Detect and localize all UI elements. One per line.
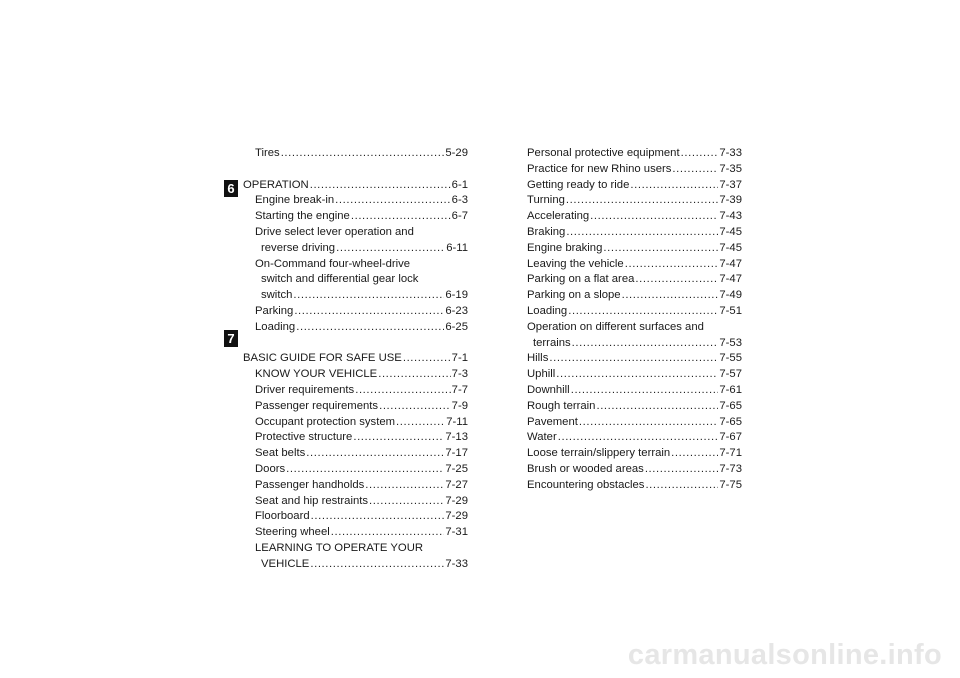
toc-entry-passenger-requirements[interactable] <box>243 399 468 415</box>
toc-entry-title: Driver requirements <box>255 383 355 396</box>
dot-leader <box>556 367 718 383</box>
toc-entry-page: 7-65 <box>719 415 742 428</box>
toc-entry-title: Uphill <box>527 368 556 381</box>
section-tab-7: 7 <box>224 330 238 347</box>
dot-leader <box>681 146 719 162</box>
toc-entry-title: Occupant protection system <box>255 415 396 428</box>
toc-entry-page: 6-11 <box>446 241 468 254</box>
toc-entry-page: 7-37 <box>719 178 742 191</box>
toc-entry-parking-slope[interactable] <box>527 288 742 304</box>
toc-entry-title: Starting the engine <box>255 210 350 223</box>
dot-leader <box>645 478 718 494</box>
dot-leader <box>335 193 451 209</box>
toc-entry-title: Hills <box>527 352 549 365</box>
section-tab-6: 6 <box>224 180 238 197</box>
toc-entry-title: Rough terrain <box>527 399 596 412</box>
toc-entry-title: Loose terrain/slippery terrain <box>527 447 671 460</box>
toc-entry-hills[interactable] <box>527 351 742 367</box>
dot-leader <box>296 320 444 336</box>
toc-entry-page: 7-9 <box>451 399 468 412</box>
toc-entry-page: 7-3 <box>451 368 468 381</box>
toc-entry-page: 7-51 <box>719 304 742 317</box>
toc-entry-title: Brush or wooded areas <box>527 462 644 475</box>
toc-entry-page: 7-13 <box>445 431 468 444</box>
toc-entry-title: switch <box>261 289 293 302</box>
toc-entry-title: Tires <box>255 147 280 159</box>
toc-entry-title: OPERATION <box>243 178 309 191</box>
dot-leader <box>579 415 719 431</box>
toc-entry-title: Passenger requirements <box>255 399 379 412</box>
toc-entry-title: Floorboard <box>255 510 310 523</box>
toc-entry-practice-rhino[interactable] <box>527 162 742 178</box>
toc-entry-floorboard[interactable] <box>243 509 468 525</box>
toc-entry-tires[interactable] <box>243 146 468 162</box>
toc-entry-page: 7-39 <box>719 194 742 207</box>
toc-entry-page: 7-25 <box>445 462 468 475</box>
toc-entry-page: 7-45 <box>719 241 742 254</box>
dot-leader <box>336 241 445 257</box>
toc-entry-page: 7-61 <box>719 383 742 396</box>
toc-entry-title: Turning <box>527 194 565 207</box>
toc-entry-personal-protective[interactable] <box>527 146 742 162</box>
toc-entry-title: terrains <box>533 336 571 349</box>
toc-entry-drive-select-line1[interactable]: Drive select lever operation and <box>255 225 414 238</box>
toc-entry-drive-select-line2[interactable] <box>243 241 468 257</box>
toc-left-column <box>243 146 468 573</box>
toc-entry-leaving-vehicle[interactable] <box>527 257 742 273</box>
dot-leader <box>311 509 445 525</box>
toc-right-column <box>527 146 742 494</box>
toc-entry-occupant-protection[interactable] <box>243 415 468 431</box>
toc-entry-title: Passenger handholds <box>255 478 365 491</box>
toc-entry-title: Braking <box>527 225 566 238</box>
toc-entry-surfaces-line1[interactable]: Operation on different surfaces and <box>527 320 704 333</box>
toc-entry-title: Encountering obstacles <box>527 478 645 491</box>
dot-leader <box>331 525 445 541</box>
dot-leader <box>306 446 444 462</box>
toc-entry-title: Practice for new Rhino users <box>527 162 672 175</box>
toc-entry-page: 7-31 <box>445 526 468 539</box>
dot-leader <box>671 446 718 462</box>
dot-leader <box>568 304 718 320</box>
toc-entry-title: Loading <box>527 304 568 317</box>
toc-entry-title: Seat and hip restraints <box>255 494 369 507</box>
toc-entry-title: Seat belts <box>255 447 306 460</box>
dot-leader <box>566 193 718 209</box>
toc-entry-title: Steering wheel <box>255 526 330 539</box>
toc-entry-parking-flat[interactable] <box>527 272 742 288</box>
toc-entry-page: 7-1 <box>451 352 468 365</box>
toc-entry-pavement[interactable] <box>527 415 742 431</box>
toc-entry-page: 7-75 <box>719 478 742 491</box>
toc-entry-title: Accelerating <box>527 210 590 223</box>
toc-entry-learning-line1[interactable]: LEARNING TO OPERATE YOUR <box>255 541 424 554</box>
toc-entry-loading[interactable] <box>243 320 468 336</box>
toc-entry-engine-break-in[interactable] <box>243 193 468 209</box>
toc-entry-page: 7-65 <box>719 399 742 412</box>
toc-entry-downhill[interactable] <box>527 383 742 399</box>
toc-entry-title: reverse driving <box>261 241 336 254</box>
toc-entry-title: Loading <box>255 320 296 333</box>
dot-leader <box>603 241 718 257</box>
toc-entry-page: 7-33 <box>719 147 742 159</box>
dot-leader <box>590 209 718 225</box>
dot-leader <box>549 351 718 367</box>
toc-entry-title: Getting ready to ride <box>527 178 630 191</box>
toc-entry-title: Parking on a flat area <box>527 273 635 286</box>
toc-entry-protective-structure[interactable] <box>243 430 468 446</box>
toc-entry-know-your-vehicle[interactable] <box>243 367 468 383</box>
toc-entry-page: 7-35 <box>719 162 742 175</box>
toc-entry-steering-wheel[interactable] <box>243 525 468 541</box>
toc-entry-starting-the-engine[interactable] <box>243 209 468 225</box>
dot-leader <box>286 462 444 478</box>
toc-entry-obstacles[interactable] <box>527 478 742 494</box>
toc-entry-title: Parking <box>255 304 294 317</box>
toc-entry-title: Downhill <box>527 383 570 396</box>
toc-entry-turning[interactable] <box>527 193 742 209</box>
toc-entry-engine-braking[interactable] <box>527 241 742 257</box>
toc-entry-page: 6-23 <box>445 304 468 317</box>
toc-entry-page: 7-67 <box>719 431 742 444</box>
toc-entry-loading-right[interactable] <box>527 304 742 320</box>
toc-entry-loose-terrain[interactable] <box>527 446 742 462</box>
toc-entry-page: 7-53 <box>719 336 742 349</box>
toc-entry-page: 6-7 <box>451 210 468 223</box>
dot-leader <box>355 383 450 399</box>
dot-leader <box>379 399 451 415</box>
toc-entry-page: 5-29 <box>445 147 468 159</box>
toc-entry-title: Personal protective equipment <box>527 147 680 159</box>
toc-entry-page: 7-11 <box>446 415 468 428</box>
toc-entry-page: 7-71 <box>719 447 742 460</box>
dot-leader <box>294 304 444 320</box>
toc-entry-title: Doors <box>255 462 286 475</box>
toc-entry-seat-belts[interactable] <box>243 446 468 462</box>
dot-leader <box>572 336 719 352</box>
toc-entry-page: 6-19 <box>445 289 468 302</box>
dot-leader <box>672 162 718 178</box>
toc-entry-page: 7-33 <box>445 557 468 570</box>
toc-entry-operation[interactable] <box>243 178 468 194</box>
toc-entry-basic-guide[interactable] <box>243 351 468 367</box>
toc-entry-doors[interactable] <box>243 462 468 478</box>
dot-leader <box>596 399 718 415</box>
dot-leader <box>566 225 718 241</box>
toc-entry-accelerating[interactable] <box>527 209 742 225</box>
toc-entry-title: Engine break-in <box>255 194 335 207</box>
dot-leader <box>635 272 718 288</box>
dot-leader <box>365 478 444 494</box>
dot-leader <box>403 351 451 367</box>
toc-entry-page: 7-43 <box>719 210 742 223</box>
watermark: carmanualsonline.info <box>627 639 942 671</box>
toc-entry-title: Parking on a slope <box>527 289 621 302</box>
toc-entry-uphill[interactable] <box>527 367 742 383</box>
toc-entry-page: 6-25 <box>445 320 468 333</box>
toc-entry-page: 7-57 <box>719 368 742 381</box>
toc-entry-title: KNOW YOUR VEHICLE <box>255 368 378 381</box>
dot-leader <box>622 288 719 304</box>
toc-entry-on-command-line1[interactable]: On-Command four-wheel-drive <box>255 257 411 270</box>
dot-leader <box>378 367 450 383</box>
toc-entry-page: 7-55 <box>719 352 742 365</box>
dot-leader <box>558 430 719 446</box>
toc-entry-getting-ready[interactable] <box>527 178 742 194</box>
toc-entry-page: 7-73 <box>719 462 742 475</box>
toc-entry-passenger-handholds[interactable] <box>243 478 468 494</box>
toc-entry-braking[interactable] <box>527 225 742 241</box>
toc-entry-page: 7-29 <box>445 510 468 523</box>
toc-entry-water[interactable] <box>527 430 742 446</box>
toc-entry-page: 7-7 <box>451 383 468 396</box>
toc-entry-page: 7-27 <box>445 478 468 491</box>
toc-entry-driver-requirements[interactable] <box>243 383 468 399</box>
toc-entry-page: 6-1 <box>451 178 468 191</box>
toc-entry-page: 7-17 <box>445 447 468 460</box>
dot-leader <box>293 288 444 304</box>
toc-entry-on-command-line2[interactable]: switch and differential gear lock <box>261 273 419 286</box>
toc-entry-title: Engine braking <box>527 241 603 254</box>
toc-entry-page: 6-3 <box>451 194 468 207</box>
toc-entry-page: 7-49 <box>719 289 742 302</box>
toc-entry-seat-hip-restraints[interactable] <box>243 494 468 510</box>
toc-entry-page: 7-45 <box>719 225 742 238</box>
toc-entry-title: Leaving the vehicle <box>527 257 624 270</box>
dot-leader <box>396 415 445 431</box>
dot-leader <box>353 430 444 446</box>
dot-leader <box>630 178 718 194</box>
toc-entry-brush-wooded[interactable] <box>527 462 742 478</box>
dot-leader <box>281 146 445 162</box>
toc-entry-title: VEHICLE <box>261 557 310 570</box>
toc-entry-rough-terrain[interactable] <box>527 399 742 415</box>
toc-entry-page: 7-47 <box>719 257 742 270</box>
dot-leader <box>571 383 719 399</box>
toc-entry-page: 7-29 <box>445 494 468 507</box>
toc-entry-learning-line2[interactable] <box>243 557 468 573</box>
dot-leader <box>310 178 451 194</box>
toc-entry-on-command-line3[interactable] <box>243 288 468 304</box>
toc-entry-title: Pavement <box>527 415 578 428</box>
toc-entry-page: 7-47 <box>719 273 742 286</box>
toc-entry-title: Protective structure <box>255 431 353 444</box>
dot-leader <box>310 557 444 573</box>
dot-leader <box>645 462 719 478</box>
toc-entry-parking[interactable] <box>243 304 468 320</box>
dot-leader <box>369 494 444 510</box>
toc-entry-title: BASIC GUIDE FOR SAFE USE <box>243 352 402 365</box>
dot-leader <box>625 257 719 273</box>
toc-entry-title: Water <box>527 431 557 444</box>
toc-entry-surfaces-line2[interactable] <box>527 336 742 352</box>
dot-leader <box>351 209 451 225</box>
